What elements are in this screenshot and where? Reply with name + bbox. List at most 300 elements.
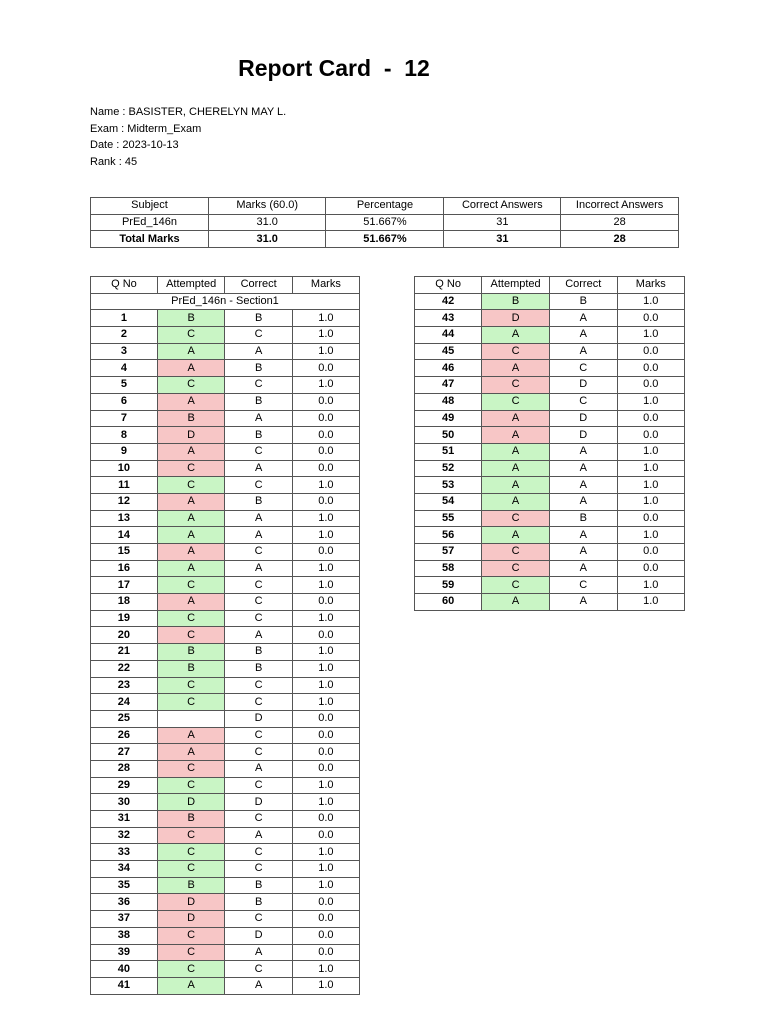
attempted-answer: C (157, 694, 225, 711)
correct-answer: A (225, 510, 292, 527)
summary-cell: 31.0 (208, 214, 326, 231)
question-marks: 1.0 (292, 327, 359, 344)
attempted-answer: B (157, 644, 225, 661)
question-marks: 1.0 (292, 777, 359, 794)
question-marks: 0.0 (617, 377, 684, 394)
question-number: 5 (91, 377, 158, 394)
question-marks: 0.0 (617, 427, 684, 444)
questions-header-row (415, 277, 685, 294)
summary-cell: PrEd_146n (91, 214, 209, 231)
question-row (91, 660, 360, 677)
summary-header: Marks (60.0) (208, 198, 326, 215)
attempted-answer: C (157, 677, 225, 694)
correct-answer: A (549, 594, 617, 611)
attempted-answer: A (157, 977, 225, 994)
exam-date: Date : 2023-10-13 (90, 139, 179, 151)
attempted-answer: B (157, 410, 225, 427)
correct-answer: D (549, 427, 617, 444)
summary-cell: 31 (444, 231, 561, 248)
attempted-answer: C (482, 510, 550, 527)
question-marks: 0.0 (292, 944, 359, 961)
question-row (91, 393, 360, 410)
correct-answer: C (225, 777, 292, 794)
question-marks: 0.0 (292, 460, 359, 477)
question-row (91, 877, 360, 894)
attempted-answer: C (157, 377, 225, 394)
student-name: Name : BASISTER, CHERELYN MAY L. (90, 106, 287, 118)
question-number: 35 (91, 877, 158, 894)
question-marks: 0.0 (292, 911, 359, 928)
question-marks: 0.0 (292, 627, 359, 644)
correct-answer: A (549, 443, 617, 460)
question-marks: 1.0 (617, 527, 684, 544)
correct-answer: D (225, 927, 292, 944)
attempted-answer: A (482, 594, 550, 611)
question-row (91, 510, 360, 527)
attempted-answer: C (482, 544, 550, 561)
attempted-answer: B (157, 660, 225, 677)
attempted-answer: C (157, 460, 225, 477)
question-row (91, 360, 360, 377)
question-marks: 1.0 (292, 577, 359, 594)
question-marks: 1.0 (617, 477, 684, 494)
question-marks: 1.0 (292, 977, 359, 994)
attempted-answer: A (157, 594, 225, 611)
correct-answer: B (549, 510, 617, 527)
question-number: 59 (415, 577, 482, 594)
question-marks: 1.0 (617, 393, 684, 410)
question-row (91, 677, 360, 694)
questions-header-row (91, 277, 360, 294)
attempted-answer: C (157, 844, 225, 861)
attempted-answer: A (482, 493, 550, 510)
question-marks: 0.0 (617, 343, 684, 360)
question-marks: 1.0 (292, 877, 359, 894)
correct-answer: B (225, 427, 292, 444)
correct-answer: C (225, 443, 292, 460)
question-row (91, 310, 360, 327)
question-row (91, 627, 360, 644)
question-number: 12 (91, 493, 158, 510)
correct-answer: D (225, 710, 292, 727)
question-number: 32 (91, 827, 158, 844)
question-marks: 1.0 (617, 327, 684, 344)
question-marks: 0.0 (617, 544, 684, 561)
question-marks: 0.0 (617, 560, 684, 577)
question-row (415, 544, 685, 561)
summary-cell: 31.0 (208, 231, 326, 248)
question-number: 10 (91, 460, 158, 477)
summary-header: Subject (91, 198, 209, 215)
question-number: 57 (415, 544, 482, 561)
attempted-answer: C (157, 627, 225, 644)
correct-answer: C (225, 377, 292, 394)
student-info (90, 104, 286, 170)
attempted-answer: C (482, 377, 550, 394)
question-number: 27 (91, 744, 158, 761)
question-marks: 0.0 (292, 393, 359, 410)
question-marks: 1.0 (292, 477, 359, 494)
attempted-answer: D (157, 911, 225, 928)
question-row (91, 827, 360, 844)
question-row (415, 493, 685, 510)
correct-answer: A (549, 343, 617, 360)
correct-answer: C (225, 861, 292, 878)
question-marks: 1.0 (292, 527, 359, 544)
correct-answer: A (549, 460, 617, 477)
question-row (415, 393, 685, 410)
student-rank: Rank : 45 (90, 155, 138, 168)
attempted-answer: A (482, 427, 550, 444)
question-row (91, 410, 360, 427)
question-marks: 1.0 (292, 510, 359, 527)
attempted-answer: C (157, 477, 225, 494)
question-row (415, 310, 685, 327)
question-row (91, 794, 360, 811)
question-number: 24 (91, 694, 158, 711)
question-number: 40 (91, 961, 158, 978)
question-number: 11 (91, 477, 158, 494)
attempted-answer: A (482, 410, 550, 427)
correct-answer: D (225, 794, 292, 811)
questions-header: Q No (415, 277, 482, 294)
correct-answer: B (225, 877, 292, 894)
attempted-answer: D (482, 310, 550, 327)
summary-total-row (91, 231, 679, 248)
question-row (415, 343, 685, 360)
question-number: 30 (91, 794, 158, 811)
attempted-answer: C (157, 961, 225, 978)
summary-header: Percentage (326, 198, 444, 215)
summary-row (91, 214, 679, 231)
correct-answer: C (225, 327, 292, 344)
question-number: 54 (415, 493, 482, 510)
attempted-answer: A (482, 527, 550, 544)
correct-answer: A (549, 327, 617, 344)
question-row (91, 377, 360, 394)
question-number: 26 (91, 727, 158, 744)
question-number: 23 (91, 677, 158, 694)
question-number: 14 (91, 527, 158, 544)
question-marks: 0.0 (292, 927, 359, 944)
question-marks: 0.0 (617, 410, 684, 427)
question-number: 53 (415, 477, 482, 494)
question-row (415, 460, 685, 477)
question-row (91, 944, 360, 961)
question-row (91, 477, 360, 494)
question-marks: 0.0 (617, 510, 684, 527)
question-marks: 0.0 (292, 427, 359, 444)
correct-answer: A (549, 527, 617, 544)
correct-answer: C (549, 360, 617, 377)
summary-cell: 51.667% (326, 231, 444, 248)
correct-answer: C (549, 393, 617, 410)
question-row (415, 527, 685, 544)
attempted-answer: C (482, 560, 550, 577)
correct-answer: A (549, 493, 617, 510)
question-row (415, 377, 685, 394)
summary-table (90, 197, 679, 248)
questions-header: Attempted (157, 277, 225, 294)
question-row (91, 844, 360, 861)
question-marks: 0.0 (292, 710, 359, 727)
questions-header: Correct (225, 277, 292, 294)
attempted-answer: C (157, 827, 225, 844)
question-marks: 0.0 (292, 410, 359, 427)
correct-answer: C (225, 477, 292, 494)
questions-header: Attempted (482, 277, 550, 294)
correct-answer: B (225, 660, 292, 677)
question-row (415, 477, 685, 494)
attempted-answer: C (482, 577, 550, 594)
correct-answer: C (225, 694, 292, 711)
question-number: 31 (91, 811, 158, 828)
summary-cell: Total Marks (91, 231, 209, 248)
question-row (91, 760, 360, 777)
question-number: 25 (91, 710, 158, 727)
questions-table-left (90, 276, 360, 995)
attempted-answer: A (482, 360, 550, 377)
question-row (91, 427, 360, 444)
question-number: 15 (91, 544, 158, 561)
questions-header: Q No (91, 277, 158, 294)
question-marks: 1.0 (292, 677, 359, 694)
question-number: 17 (91, 577, 158, 594)
question-row (91, 594, 360, 611)
question-marks: 1.0 (292, 660, 359, 677)
correct-answer: D (549, 377, 617, 394)
attempted-answer: A (157, 727, 225, 744)
correct-answer: A (225, 760, 292, 777)
attempted-answer: A (157, 343, 225, 360)
question-row (91, 460, 360, 477)
question-marks: 1.0 (617, 493, 684, 510)
question-marks: 0.0 (292, 811, 359, 828)
section-row (91, 293, 360, 310)
question-marks: 0.0 (292, 827, 359, 844)
question-number: 29 (91, 777, 158, 794)
question-row (91, 544, 360, 561)
correct-answer: A (549, 310, 617, 327)
correct-answer: A (225, 827, 292, 844)
question-number: 7 (91, 410, 158, 427)
question-number: 41 (91, 977, 158, 994)
attempted-answer: A (157, 560, 225, 577)
question-marks: 0.0 (292, 493, 359, 510)
attempted-answer: A (482, 460, 550, 477)
attempted-answer: B (157, 811, 225, 828)
attempted-answer: C (482, 393, 550, 410)
question-number: 56 (415, 527, 482, 544)
correct-answer: A (225, 410, 292, 427)
correct-answer: A (549, 477, 617, 494)
question-row (415, 510, 685, 527)
correct-answer: A (549, 544, 617, 561)
attempted-answer: C (157, 760, 225, 777)
question-row (91, 777, 360, 794)
question-marks: 1.0 (617, 460, 684, 477)
question-row (91, 961, 360, 978)
question-marks: 1.0 (617, 443, 684, 460)
question-row (415, 327, 685, 344)
question-row (91, 710, 360, 727)
question-marks: 0.0 (617, 310, 684, 327)
question-row (91, 727, 360, 744)
question-number: 9 (91, 443, 158, 460)
attempted-answer: C (157, 327, 225, 344)
correct-answer: B (225, 310, 292, 327)
question-number: 21 (91, 644, 158, 661)
question-number: 58 (415, 560, 482, 577)
question-number: 60 (415, 594, 482, 611)
correct-answer: A (225, 343, 292, 360)
questions-table-right (414, 276, 685, 611)
question-number: 50 (415, 427, 482, 444)
questions-header: Correct (549, 277, 617, 294)
exam-name: Exam : Midterm_Exam (90, 122, 202, 135)
question-row (91, 560, 360, 577)
question-row (91, 911, 360, 928)
question-row (91, 861, 360, 878)
attempted-answer: C (482, 343, 550, 360)
attempted-answer (157, 710, 225, 727)
question-number: 37 (91, 911, 158, 928)
question-marks: 1.0 (292, 310, 359, 327)
correct-answer: A (225, 627, 292, 644)
attempted-answer: A (157, 443, 225, 460)
summary-cell: 51.667% (326, 214, 444, 231)
question-number: 18 (91, 594, 158, 611)
question-number: 36 (91, 894, 158, 911)
question-row (415, 360, 685, 377)
question-number: 8 (91, 427, 158, 444)
question-marks: 1.0 (292, 961, 359, 978)
question-row (415, 427, 685, 444)
question-number: 45 (415, 343, 482, 360)
attempted-answer: D (157, 794, 225, 811)
question-number: 38 (91, 927, 158, 944)
question-marks: 1.0 (292, 644, 359, 661)
correct-answer: A (225, 977, 292, 994)
question-marks: 1.0 (617, 594, 684, 611)
question-row (91, 977, 360, 994)
question-marks: 0.0 (617, 360, 684, 377)
attempted-answer: A (157, 510, 225, 527)
question-number: 16 (91, 560, 158, 577)
question-number: 1 (91, 310, 158, 327)
correct-answer: D (549, 410, 617, 427)
question-number: 44 (415, 327, 482, 344)
question-marks: 1.0 (617, 577, 684, 594)
question-number: 49 (415, 410, 482, 427)
question-marks: 0.0 (292, 727, 359, 744)
correct-answer: A (225, 527, 292, 544)
question-marks: 0.0 (292, 544, 359, 561)
attempted-answer: A (157, 744, 225, 761)
summary-header: Incorrect Answers (561, 198, 679, 215)
question-marks: 0.0 (292, 443, 359, 460)
question-row (91, 343, 360, 360)
question-number: 13 (91, 510, 158, 527)
question-number: 6 (91, 393, 158, 410)
correct-answer: C (549, 577, 617, 594)
correct-answer: C (225, 727, 292, 744)
correct-answer: C (225, 544, 292, 561)
question-number: 19 (91, 610, 158, 627)
question-marks: 1.0 (292, 861, 359, 878)
question-row (415, 443, 685, 460)
correct-answer: C (225, 577, 292, 594)
summary-header-row (91, 198, 679, 215)
correct-answer: B (549, 293, 617, 310)
question-marks: 1.0 (292, 343, 359, 360)
attempted-answer: B (157, 877, 225, 894)
question-row (415, 410, 685, 427)
question-number: 47 (415, 377, 482, 394)
page-title: Report Card - 12 (238, 55, 430, 81)
attempted-answer: B (157, 310, 225, 327)
correct-answer: B (225, 360, 292, 377)
question-marks: 1.0 (292, 794, 359, 811)
question-marks: 0.0 (292, 894, 359, 911)
questions-header: Marks (292, 277, 359, 294)
summary-cell: 31 (444, 214, 561, 231)
attempted-answer: C (157, 577, 225, 594)
correct-answer: B (225, 393, 292, 410)
summary-header: Correct Answers (444, 198, 561, 215)
question-number: 3 (91, 343, 158, 360)
question-marks: 1.0 (292, 560, 359, 577)
attempted-answer: C (157, 777, 225, 794)
attempted-answer: C (157, 944, 225, 961)
question-row (415, 560, 685, 577)
attempted-answer: D (157, 894, 225, 911)
question-row (91, 443, 360, 460)
attempted-answer: A (157, 360, 225, 377)
question-number: 52 (415, 460, 482, 477)
correct-answer: C (225, 961, 292, 978)
correct-answer: C (225, 744, 292, 761)
question-row (415, 577, 685, 594)
attempted-answer: C (157, 610, 225, 627)
question-number: 39 (91, 944, 158, 961)
question-number: 33 (91, 844, 158, 861)
question-row (91, 927, 360, 944)
question-marks: 0.0 (292, 360, 359, 377)
attempted-answer: A (157, 544, 225, 561)
question-marks: 0.0 (292, 744, 359, 761)
question-marks: 0.0 (292, 760, 359, 777)
question-row (415, 293, 685, 310)
correct-answer: C (225, 811, 292, 828)
attempted-answer: A (482, 477, 550, 494)
correct-answer: C (225, 610, 292, 627)
question-number: 4 (91, 360, 158, 377)
question-row (91, 527, 360, 544)
attempted-answer: A (482, 443, 550, 460)
question-number: 34 (91, 861, 158, 878)
attempted-answer: B (482, 293, 550, 310)
question-marks: 1.0 (617, 293, 684, 310)
attempted-answer: C (157, 927, 225, 944)
question-row (91, 577, 360, 594)
question-row (91, 493, 360, 510)
summary-cell: 28 (561, 231, 679, 248)
question-number: 51 (415, 443, 482, 460)
question-row (91, 694, 360, 711)
question-marks: 1.0 (292, 694, 359, 711)
question-number: 2 (91, 327, 158, 344)
